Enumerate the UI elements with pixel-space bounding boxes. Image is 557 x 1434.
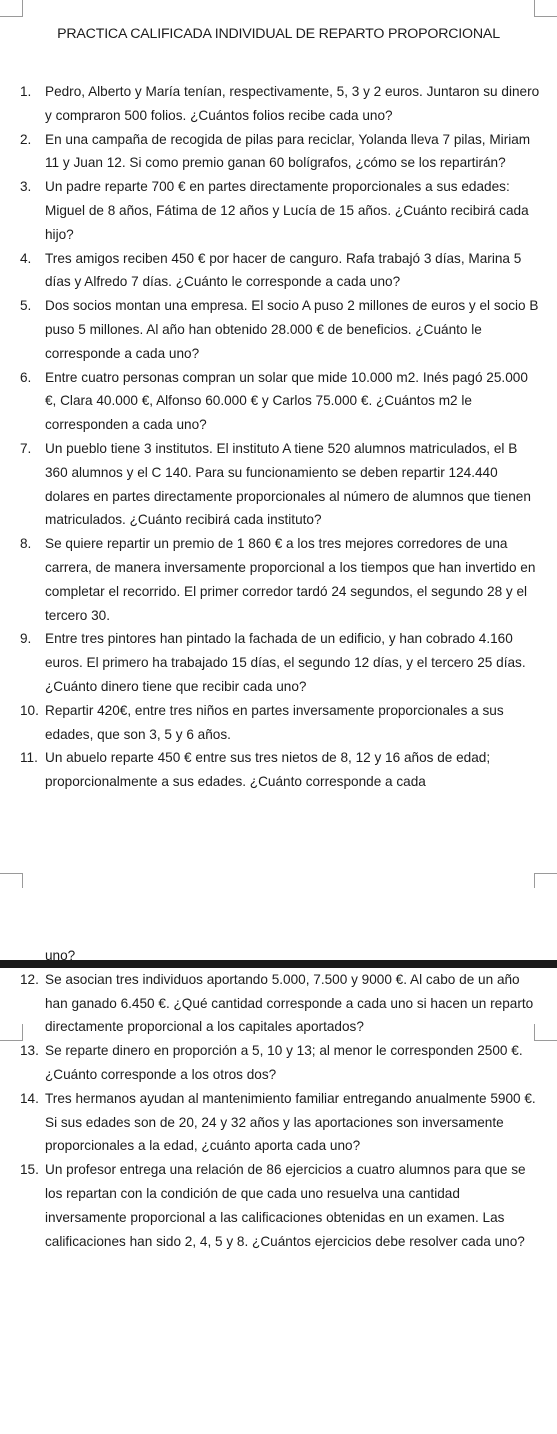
item-text: Pedro, Alberto y María tenían, respectivamente, 5, 3 y 2 euros. Juntaron su dinero y compraron 500 folios. ¿Cuántos folios recibe cada uno? [45, 84, 540, 123]
item-text: Dos socios montan una empresa. El socio A puso 2 millones de euros y el socio B puso 5 millones. Al año han obtenido 28.000 € de beneficios. ¿Cuánto le corresponde a cada uno? [45, 298, 539, 361]
item-number: 9. [20, 631, 32, 647]
item-text: Un padre reparte 700 € en partes directamente proporcionales a sus edades: Miguel de 8 años, Fátima de 12 años y Lucía de 15 años. ¿Cuánto recibirá cada hijo? [45, 179, 529, 242]
item-number: 15. [20, 1162, 39, 1178]
item-number: 1. [20, 84, 32, 99]
exercise-item [20, 699, 540, 747]
exercise-item [20, 175, 540, 246]
exercise-list-page-1 [20, 80, 540, 794]
item-text: Entre tres pintores han pintado la fachada de un edificio, y han cobrado 4.160 euros. El primero ha trabajado 15 días, el segundo 12 días, y el tercero 25 días. ¿Cuánto dinero tiene que recibir cada uno? [45, 631, 526, 694]
item-number: 5. [20, 298, 32, 314]
item-text: Repartir 420€, entre tres niños en partes inversamente proporcionales a sus edades, que son 3, 5 y 6 años. [45, 702, 504, 742]
exercise-item [20, 366, 540, 437]
item-number: 4. [20, 250, 32, 266]
item-text: Entre cuatro personas compran un solar que mide 10.000 m2. Inés pagó 25.000 €, Clara 40.000 €, Alfonso 60.000 € y Carlos 75.000 €. ¿Cuántos m2 le corresponden a cada uno? [45, 369, 528, 433]
item-text: Un abuelo reparte 450 € entre sus tres nietos de 8, 12 y 16 años de edad; proporcionalmente a sus edades. ¿Cuánto corresponde a cada [45, 750, 491, 790]
exercise-item [20, 1039, 540, 1087]
exercise-item [20, 532, 540, 627]
document-page-2 [0, 948, 557, 1434]
item-text: Se asocian tres individuos aportando 5.000, 7.500 y 9000 €. Al cabo de un año han ganado 6.450 €. ¿Qué cantidad corresponde a cada uno si hacen un reparto directamente proporcional a los capitales aportados? [45, 971, 534, 1035]
exercise-item [20, 968, 540, 1039]
exercise-item [20, 80, 540, 128]
item-text: Se quiere repartir un premio de 1 860 € a los tres mejores corredores de una carrera, de manera inversamente proporcional a los tiempos que han invertido en completar el recorrido. El primer corredor tardó 24 segundos, el segundo 28 y el tercero 30. [45, 536, 536, 623]
item-number: 7. [20, 440, 32, 456]
item-text: Un pueblo tiene 3 institutos. El instituto A tiene 520 alumnos matriculados, el B 360 alumnos y el C 140. Para su funcionamiento se deben repartir 124.440 dolares en partes directamente proporcionales al número de alumnos que tienen matriculados. ¿Cuánto recibirá cada instituto? [45, 440, 531, 528]
continuation-text: uno? [45, 948, 76, 963]
item-number: 3. [20, 179, 32, 195]
page-title: PRACTICA CALIFICADA INDIVIDUAL DE REPARTO PROPORCIONAL [57, 26, 500, 42]
item-text: Tres amigos reciben 450 € por hacer de canguro. Rafa trabajó 3 días, Marina 5 días y Alfredo 7 días. ¿Cuánto le corresponde a cada uno? [45, 250, 522, 290]
item-number: 13. [20, 1043, 39, 1059]
item-text: En una campaña de recogida de pilas para reciclar, Yolanda lleva 7 pilas, Miriam 11 y Juan 12. Si como premio ganan 60 bolígrafos, ¿cómo se los repartirán? [45, 131, 531, 171]
exercise-item [20, 1158, 540, 1253]
exercise-item [20, 627, 540, 698]
item-number: 12. [20, 971, 39, 987]
item-number: 11. [20, 750, 38, 766]
crop-mark-bottom-right [534, 873, 557, 888]
exercise-item [20, 746, 540, 794]
item-number: 8. [20, 536, 32, 552]
exercise-item [20, 437, 540, 532]
item-text: Tres hermanos ayudan al mantenimiento familiar entregando anualmente 5900 €. Si sus edades son de 20, 24 y 32 años y las aportaciones son inversamente proporcionales a la edad, ¿cuánto aporta cada uno? [45, 1090, 536, 1154]
crop-mark-top-left [0, 0, 23, 17]
crop-mark-bottom-left [0, 873, 23, 888]
item-number: 6. [20, 369, 32, 385]
exercise-item [20, 247, 540, 295]
item-number: 10. [20, 702, 39, 718]
crop-mark-top-right [534, 0, 557, 17]
item-number: 2. [20, 131, 32, 147]
item-text: Se reparte dinero en proporción a 5, 10 y 13; al menor le corresponden 2500 €. ¿Cuánto corresponde a los otros dos? [45, 1043, 523, 1082]
exercise-list-page-2 [20, 944, 540, 1253]
exercise-item [20, 294, 540, 365]
exercise-item [20, 1087, 540, 1158]
item-text: Un profesor entrega una relación de 86 ejercicios a cuatro alumnos para que se los repartan con la condición de que cada uno resuelva una cantidad inversamente proporcional a las calificaciones obtenidas en un examen. Las calificaciones han sido 2, 4, 5 y 8. ¿Cuántos ejercicios debe resolver cada uno? [45, 1162, 526, 1249]
exercise-item [20, 128, 540, 176]
item-number: 14. [20, 1090, 39, 1106]
